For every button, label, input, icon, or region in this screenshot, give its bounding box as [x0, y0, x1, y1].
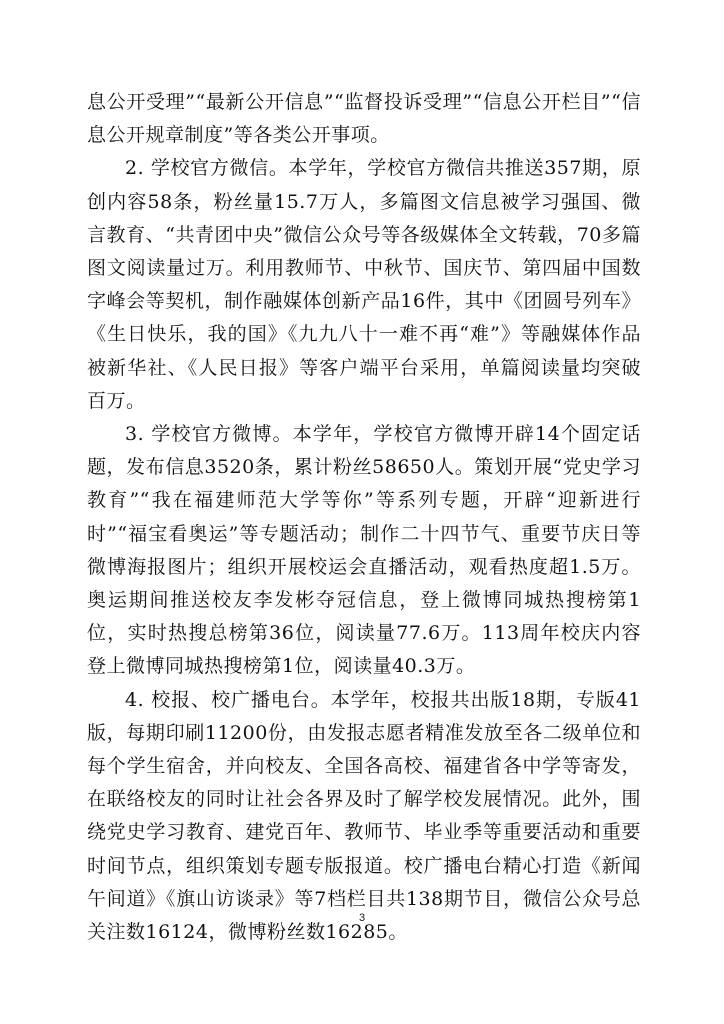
paragraph-official-wechat: 2. 学校官方微信。本学年，学校官方微信共推送357期，原创内容58条，粉丝量15.7万人，多篇图文信息被学习强国、微言教育、“共青团中央”微信公众号等各级媒体全文转载，70多篇图文阅读量过万。利用教师节、中秋节、国庆节、第四届中国数字峰会等契机，制作融媒体创新产品16件，其中《团圆号列车》《生日快乐，我的国》《九九八十一难不再“难”》等融媒体作品被新华社、《人民日报》等客户端平台采用，单篇阅读量均突破百万。 — [87, 157, 641, 412]
document-body — [87, 86, 641, 949]
paragraph-school-newspaper-radio: 4. 校报、校广播电台。本学年，校报共出版18期，专版41版，每期印刷11200份，由发报志愿者精准发放至各二级单位和每个学生宿舍，并向校友、全国各高校、福建省各中学等寄发，在联络校友的同时让社会各界及时了解学校发展情况。此外，围绕党史学习教育、建党百年、教师节、毕业季等重要活动和重要时间节点，组织策划专题专版报道。校广播电台精心打造《新闻午间道》《旗山访谈录》等7档栏目共138期节目，微信公众号总关注数16124，微博粉丝数16285。 — [87, 688, 641, 944]
paragraph-official-weibo: 3. 学校官方微博。本学年，学校官方微博开辟14个固定话题，发布信息3520条，累计粉丝58650人。策划开展“党史学习教育”“我在福建师范大学等你”等系列专题，开辟“迎新进行时”“福宝看奥运”等专题活动；制作二十四节气、重要节庆日等微博海报图片；组织开展校运会直播活动，观看热度超1.5万。奥运期间推送校友李发彬夺冠信息，登上微博同城热搜榜第1位，实时热搜总榜第36位，阅读量77.6万。113周年校庆内容登上微博同城热搜榜第1位，阅读量40.3万。 — [87, 423, 641, 678]
paragraph-continuation: 息公开受理”“最新公开信息”“监督投诉受理”“信息公开栏目”“信息公开规章制度”等各类公开事项。 — [87, 91, 641, 147]
page-number: 3 — [358, 912, 366, 924]
